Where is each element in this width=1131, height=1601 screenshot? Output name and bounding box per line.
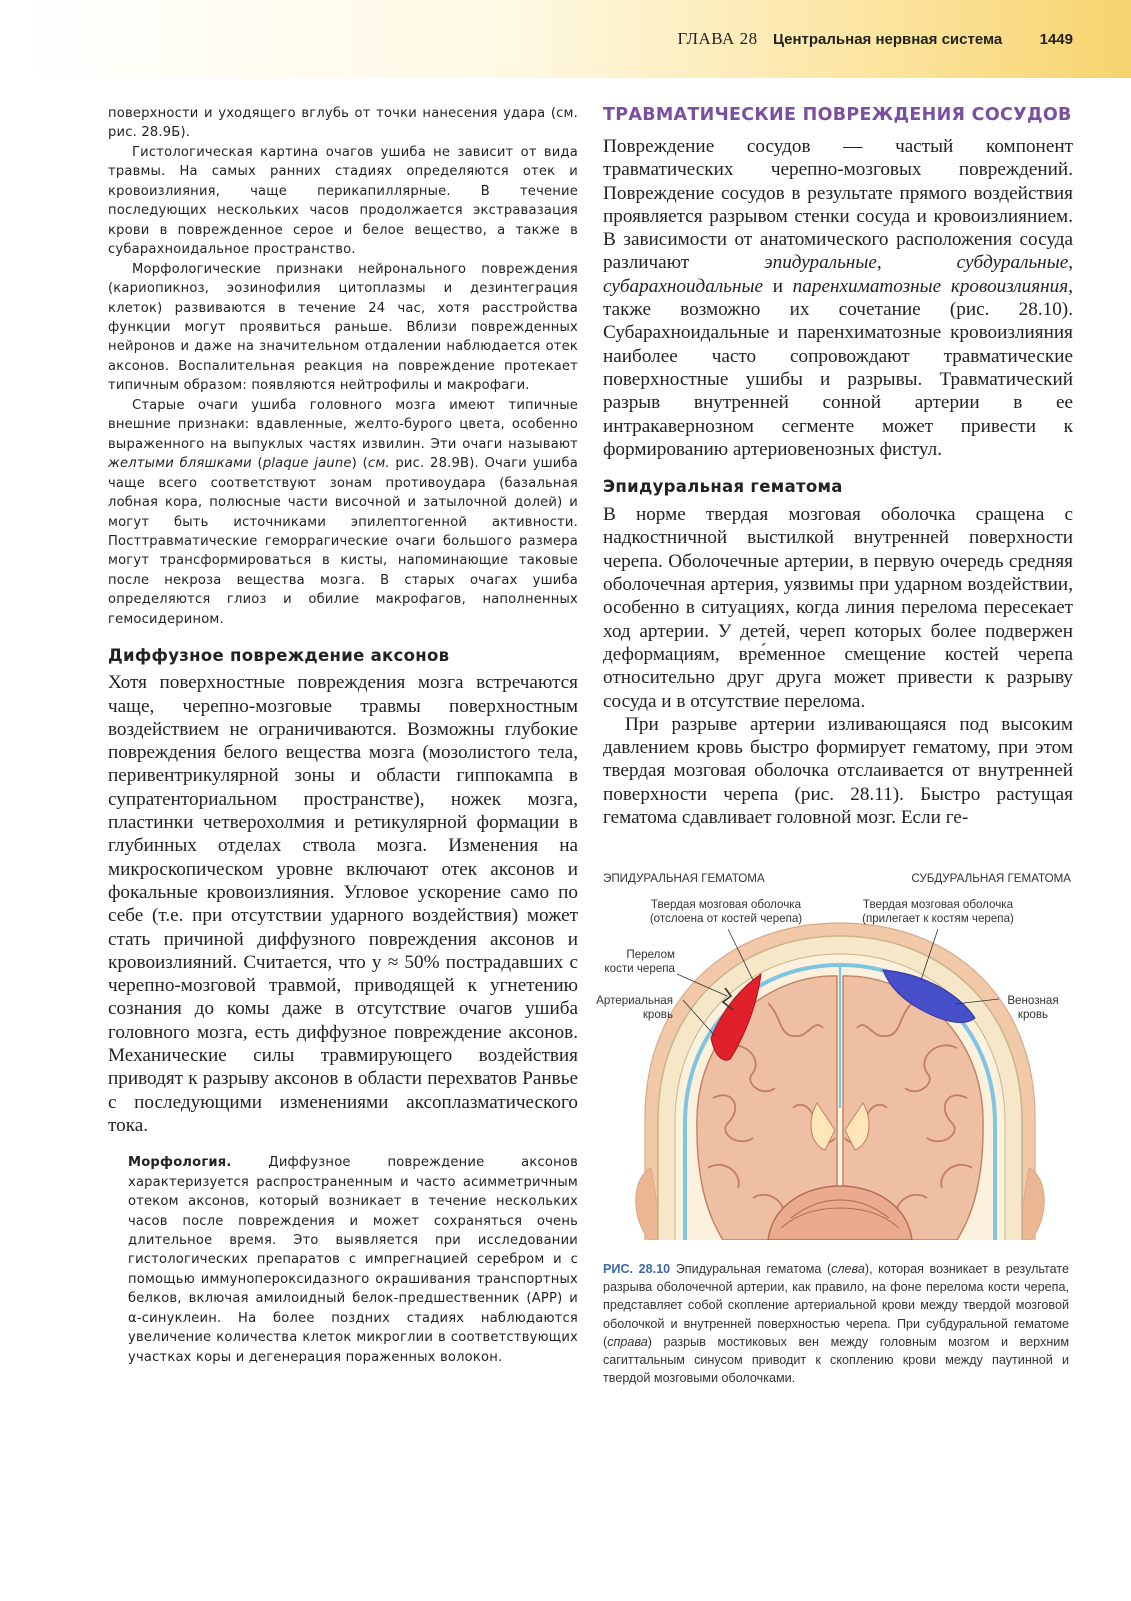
label-line: (отслоена от костей черепа)	[649, 912, 803, 925]
text-run: ,	[1068, 252, 1074, 274]
italic-term: plaque jaune	[262, 456, 352, 472]
text-run: рис. 28.9В). Очаги ушиба чаще всего соответствуют зонам противоудара (базальная лобная кора, полюсные части височной и затылочной долей) и могут быть источниками эпилептогенной активности. Посттравматические геморрагические очаги большого размера могут трансформироваться в кисты, напоминающие таковые после некроза вещества мозга. В старых очагах ушиба определяются глиоз и обилие макрофагов, наполненных гемосидерином.	[108, 456, 578, 627]
label-line: кости черепа	[604, 962, 675, 975]
text-run: , также возможно их сочетание (рис. 28.10). Субарахноидальные и паренхиматозные кровоизлияния наиболее часто сопровождают травматические поверхностные ушибы и разрывы. Травматический разрыв внутренней сонной артерии в ее интракавернозном сегменте может привести к формированию артериовенозных фистул.	[603, 275, 1073, 460]
label-dura-attached	[853, 898, 1023, 926]
paragraph: Морфологические признаки нейронального повреждения (кариопикноз, эозинофилия цитоплазмы и дезинтеграция клеток) развиваются в течение 24 час, хотя расстройства функции могут проявиться раньше. Вблизи поврежденных нейронов и даже на значительном отдалении наблюдается отек аксонов. Воспалительная реакция на повреждение протекает типичным образом: появляются нейтрофилы и макрофаги.	[108, 261, 578, 394]
label-dura-detached	[641, 898, 811, 926]
label-skull-fracture	[604, 948, 675, 976]
text-run: ) (	[351, 456, 368, 472]
text-run: ,	[876, 252, 957, 274]
paragraph: Хотя поверхностные повреждения мозга встречаются чаще, черепно-мозговые травмы поверхностным воздействием не ограничиваются. Возможны глубокие повреждения белого вещества мозга (мозолистого тела, перивентрикулярной зоны и области гиппокампа в супратенториальном пространстве), ножек мозга, пластинки четверохолмия и ретикулярной формации в глубинных отделах ствола мозга. Изменения на микроскопическом уровне включают отек аксонов и фокальные кровоизлияния. Угловое ускорение само по себе (т.е. при отсутствии ударного воздействия) может стать причиной диффузного повреждения аксонов и кровоизлияний. Считается, что у ≈ 50% пострадавших с черепно-мозговой травмой, приводящей к угнетению сознания до комы даже в отсутствие очагов ушиба головного мозга, есть диффузное повреждение аксонов. Механические силы травмирующего воздействия приводят к разрыву аксонов в области перехватов Ранвье с последующими изменениями аксоплазматического тока.	[108, 672, 578, 1136]
text-run: Старые очаги ушиба головного мозга имеют типичные внешние признаки: вдавленные, желто-бурого цвета, особенно выраженного на выпуклых частях извилин. Эти очаги называют	[108, 397, 578, 452]
label-line: Перелом	[626, 948, 675, 961]
text-run: ), которая возникает в результате разрыва оболочечной артерии, как правило, на фоне перелома кости черепа, представляет собой скопление артериальной крови между твердой мозговой оболочкой и внутренней поверхностью черепа. При субдуральной гематоме (	[603, 1262, 1069, 1349]
italic-term: субарахноидальные	[603, 275, 763, 297]
text-run: Диффузное повреждение аксонов характеризуется распространенным и часто асимметричным отеком аксонов, который возникает в течение нескольких часов после повреждения и может сохраняться очень длительное время. Это выявляется при исследовании гистологических препаратов с импрегнацией серебром и с помощью иммунопероксидазного окрашивания транспортных белков, включая амилоидный белок-предшественник (АРР) и α-синуклеин. На более поздних стадиях наблюдаются увеличение количества клеток микроглии в соответствующих участках коры и дегенерация пораженных волокон.	[128, 1155, 578, 1365]
right-column	[603, 104, 1073, 829]
label-line: Твердая мозговая оболочка	[862, 898, 1014, 911]
section-heading: Эпидуральная гематома	[603, 477, 843, 497]
text-run: Эпидуральная гематома (	[670, 1262, 832, 1276]
figure-epidural-subdural	[596, 868, 1071, 1248]
paragraph: Гистологическая картина очагов ушиба не зависит от вида травмы. На самых ранних стадиях определяются отек и кровоизлияния, чаще перикапиллярные. В течение последующих нескольких часов продолжается экстравазация крови в поврежденное серое и белое вещество, а также в субарахноидальное пространство.	[108, 144, 578, 258]
section-heading-purple: ТРАВМАТИЧЕСКИЕ ПОВРЕЖДЕНИЯ СОСУДОВ	[603, 105, 1072, 125]
italic-term: эпидуральные	[764, 252, 877, 274]
figure-caption	[603, 1260, 1069, 1387]
italic-term: паренхиматозные кровоизлияния	[792, 275, 1069, 297]
label-line: кровь	[1017, 1008, 1049, 1021]
paragraph	[108, 396, 578, 629]
label-epidural-hematoma: ЭПИДУРАЛЬНАЯ ГЕМАТОМА	[603, 872, 765, 885]
paragraph: поверхности и уходящего вглубь от точки нанесения удара (см. рис. 28.9Б).	[108, 106, 578, 141]
label-venous-blood	[995, 994, 1071, 1022]
running-header	[677, 29, 1073, 49]
paragraph: При разрыве артерии изливающаяся под высоким давлением кровь быстро формирует гематому, при этом твердая мозговая оболочка отслаивается от внутренней поверхности черепа (рис. 28.11). Быстро растущая гематома сдавливает головной мозг. Если ге-	[603, 713, 1073, 829]
chapter-number: ГЛАВА 28	[677, 29, 758, 48]
text-run: Повреждение сосудов — частый компонент травматических черепно-мозговых повреждений. Повреждение сосудов в результате прямого воздействия проявляется разрывом стенки сосуда и кровоизлиянием. В зависимости от анатомического расположения сосуда различают	[603, 136, 1073, 274]
label-line: кровь	[642, 1008, 673, 1021]
italic-term: субдуральные	[956, 252, 1069, 274]
label-line: Артериальная	[596, 994, 673, 1007]
morphology-label: Морфология.	[128, 1155, 232, 1171]
left-column	[108, 104, 578, 1367]
label-arterial-blood	[596, 994, 673, 1022]
text-run: и	[762, 275, 793, 297]
label-line: Твердая мозговая оболочка	[650, 898, 802, 911]
morphology-paragraph	[108, 1153, 578, 1367]
chapter-title: Центральная нервная система	[773, 31, 1003, 48]
label-line: (прилегает к костям черепа)	[862, 912, 1014, 925]
label-subdural-hematoma: СУБДУРАЛЬНАЯ ГЕМАТОМА	[911, 872, 1071, 885]
italic-term: слева	[831, 1262, 865, 1276]
caption-label: РИС. 28.10	[603, 1262, 671, 1276]
page-number: 1449	[1039, 31, 1073, 48]
paragraph	[603, 135, 1073, 461]
text-run: ) разрыв мостиковых вен между головным мозгом и верхним сагиттальным синусом приводит к скоплению крови между паутинной и твердой мозговыми оболочками.	[603, 1334, 1069, 1386]
label-line: Венозная	[1007, 994, 1059, 1007]
text-run: (	[251, 456, 263, 472]
paragraph: В норме твердая мозговая оболочка сращена с надкостничной выстилкой внутренней поверхности черепа. Оболочечные артерии, в первую очередь средняя оболочечная артерия, уязвимы при ударном воздействии, особенно в ситуациях, когда линия перелома пересекает ход артерии. У детей, череп которых более подвержен деформациям, вре́менное смещение костей черепа относительно друг друга может привести к разрыву сосуда и в отсутствие перелома.	[603, 504, 1073, 712]
section-heading: Диффузное повреждение аксонов	[108, 646, 450, 666]
italic-term: см.	[367, 456, 390, 472]
italic-term: желтыми бляшками	[108, 456, 252, 472]
italic-term: справа	[607, 1334, 648, 1349]
